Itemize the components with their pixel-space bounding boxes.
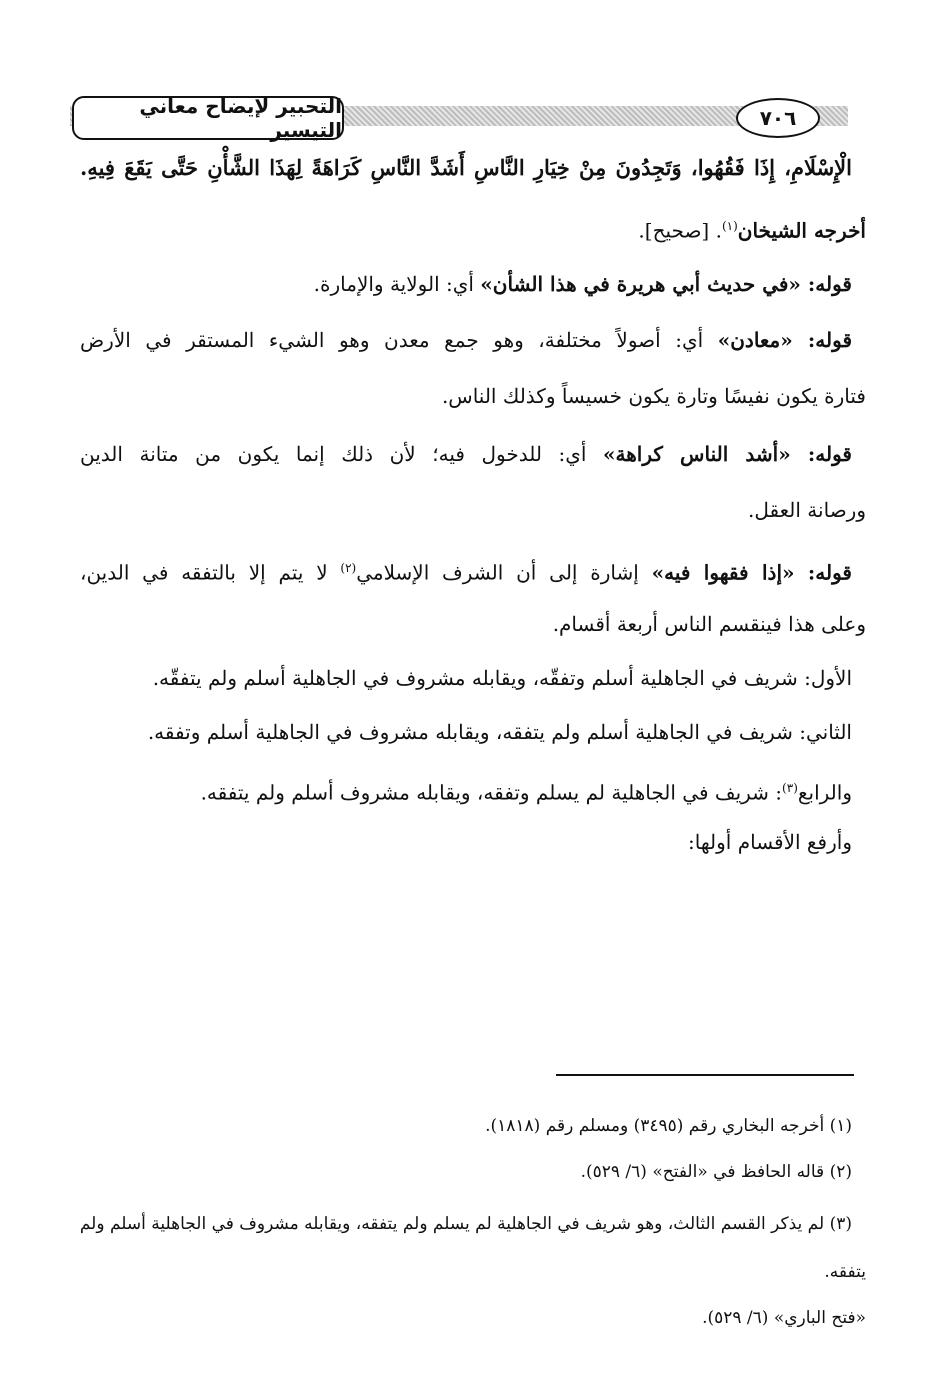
paragraph-4-text-2: لا يتم إلا بالتفقه في الدين، [80,560,341,585]
paragraph-4 [80,554,852,587]
footnote-4: «فتح الباري» (٦/ ٥٢٩). [702,1308,866,1328]
category-4 [201,774,852,807]
closing-line: وأرفع الأقسام أولها: [688,830,852,854]
paragraph-1 [314,270,852,298]
paragraph-4-continuation: وعلى هذا فينقسم الناس أربعة أقسام. [552,612,866,636]
paragraph-4-text: إشارة إلى أن الشرف الإسلامي [356,560,652,585]
paragraph-1-label: قوله: «في حديث أبي هريرة في هذا الشأن» [480,272,852,296]
paragraph-4-label: قوله: «إذا فقهوا فيه» [651,560,852,585]
paragraph-1-text: أي: الولاية والإمارة. [313,272,481,296]
footnote-ref-1: (١) [721,219,738,233]
paragraph-2 [80,326,852,354]
paragraph-2-text: أي: أصولاً مختلفة، وهو جمع معدن وهو الشيء المستقر في الأرض [80,328,718,352]
hadith-line: الْإِسْلَامِ، إِذَا فَقُهُوا، وَتَجِدُونَ مِنْ خِيَارِ النَّاسِ أَشَدَّ النَّاسِ كَرَاهَةً لِهَذَا الشَّأْنِ حَتَّى يَقَعَ فِيهِ. [80,155,852,180]
paragraph-3-label: قوله: «أشد الناس كراهة» [603,442,852,466]
footnote-1: (١) أخرجه البخاري رقم (٣٤٩٥) ومسلم رقم (١٨١٨). [485,1116,852,1136]
paragraph-3-continuation: ورصانة العقل. [748,498,866,522]
category-4-label: والرابع [797,780,852,805]
footnote-2: (٢) قاله الحافظ في «الفتح» (٦/ ٥٢٩). [580,1162,852,1182]
footnote-3-continuation: يتفقه. [824,1262,866,1282]
book-title: التحبير لإيضاح معاني التيسير [72,96,344,140]
grade-text: . [صحيح]. [638,218,722,243]
takhrij-line [638,212,866,245]
paragraph-2-label: قوله: «معادن» [717,328,852,352]
footnote-3: (٣) لم يذكر القسم الثالث، وهو شريف في الجاهلية لم يسلم ولم يتفقه، ويقابله مشروف في الجاهلية أسلم ولم [79,1214,852,1234]
paragraph-3 [80,440,852,468]
takhrij-text: أخرجه الشيخان [737,218,866,243]
footnote-ref-3: (٣) [782,781,798,795]
footnote-separator [556,1074,854,1076]
category-4-text: : شريف في الجاهلية لم يسلم وتفقه، ويقابله مشروف أسلم ولم يتفقه. [200,780,783,805]
page-number: ٧٠٦ [736,98,820,138]
footnote-ref-2: (٢) [340,561,357,575]
paragraph-2-continuation: فتارة يكون نفيسًا وتارة يكون خسيساً وكذلك الناس. [441,384,866,408]
category-1: الأول: شريف في الجاهلية أسلم وتفقّه، ويقابله مشروف في الجاهلية أسلم ولم يتفقّه. [152,666,852,690]
paragraph-3-text: أي: للدخول فيه؛ لأن ذلك إنما يكون من متانة الدين [80,442,604,466]
category-2: الثاني: شريف في الجاهلية أسلم ولم يتفقه، ويقابله مشروف في الجاهلية أسلم وتفقه. [147,720,852,744]
